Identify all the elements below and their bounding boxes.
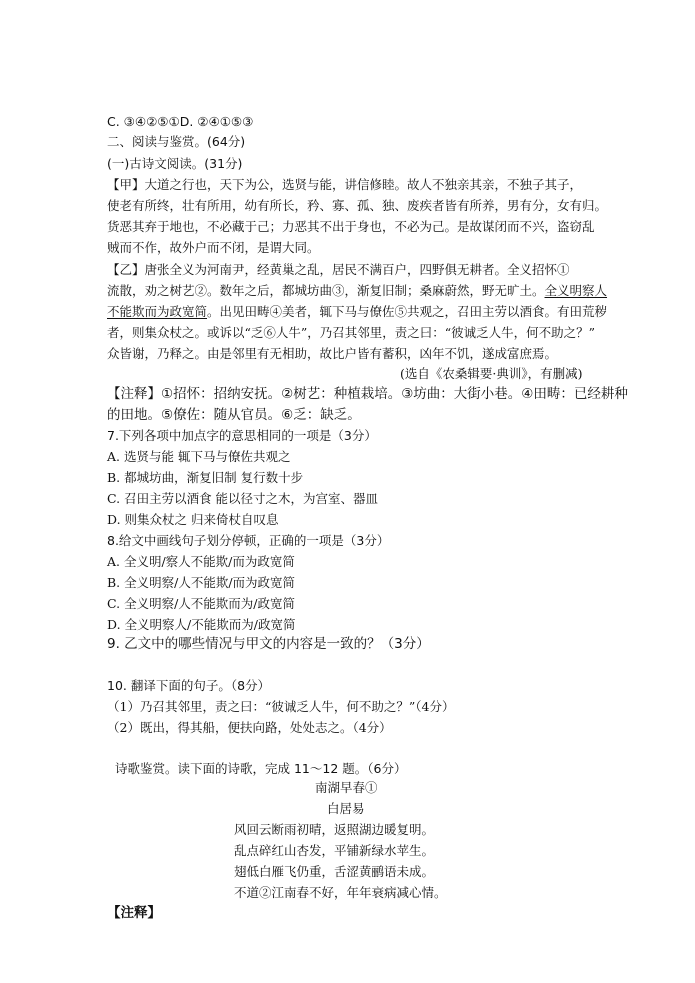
poem-line-4: 不道②江南春不好，年年衰病减心情。	[234, 885, 447, 900]
passage-jia-line-1: 【甲】大道之行也，天下为公，选贤与能，讲信修睦。故人不独亲其亲，不独子其子，	[107, 177, 583, 192]
source-citation: (选自《农桑辑要·典训》，有删减)	[400, 366, 583, 381]
q7-option-b: B. 都城坊曲，渐复旧制 复行数十步	[107, 470, 304, 485]
passage-yi-line-5: 众皆谢，乃释之。由是邻里有无相助，故比户皆有蓄积，凶年不饥，遂成富庶焉。	[107, 346, 558, 361]
q8-option-a: A. 全义明/察人不能欺/而为政宽简	[107, 554, 295, 569]
notes-label: 【注释】	[107, 905, 161, 921]
question-10: 10. 翻译下面的句子。（8分）	[107, 678, 271, 693]
passage-jia-line-2: 使老有所终，壮有所用，幼有所长，矜、寡、孤、独、废疾者皆有所养，男有分，女有归。	[107, 198, 608, 213]
passage-yi-text: 流散，劝之树艺②。数年之后，都城坊曲③，渐复旧制；桑麻蔚然，野无旷土。	[107, 283, 545, 298]
q8-option-b: B. 全义明察/人不能欺/而为政宽简	[107, 575, 296, 590]
q8-option-d: D. 全义明察人/不能欺而为/政宽简	[107, 617, 296, 632]
poem-author: 白居易	[327, 801, 365, 816]
part-title: (一)古诗文阅读。(31分)	[107, 156, 243, 171]
poem-intro: 诗歌鉴赏。读下面的诗歌，完成 11～12 题。（6分）	[115, 761, 407, 776]
passage-jia-line-4: 贼而不作，故外户而不闭，是谓大同。	[107, 240, 320, 255]
q10-sentence-2: （2）既出，得其船，便扶向路，处处志之。（4分）	[107, 720, 392, 735]
passage-yi-line-4: 者，则集众杖之。或诉以“乏⑥人牛”，乃召其邻里，责之曰：“彼诚乏人牛，何不助之？”	[107, 325, 596, 340]
passage-jia-line-3: 货恶其弃于地也，不必藏于己；力恶其不出于身也，不必为己。是故谋闭而不兴，盗窃乱	[107, 219, 595, 234]
question-9: 9. 乙文中的哪些情况与甲文的内容是一致的？（3分）	[107, 636, 430, 652]
question-8: 8.给文中画线句子划分停顿，正确的一项是（3分）	[107, 533, 390, 548]
options-line: C. ③④②⑤①D. ②④①⑤③	[107, 114, 254, 129]
poem-line-3: 翅低白雁飞仍重，舌涩黄鹂语未成。	[234, 864, 435, 879]
passage-yi-text: 。出见田畴④美者，辄下马与僚佐⑤共观之，召田主劳以酒食。有田荒秽	[207, 304, 608, 319]
notes-line-1: 【注释】①招怀：招纳安抚。②树艺：种植栽培。③坊曲：大街小巷。④田畴：已经耕种	[107, 386, 628, 402]
q10-sentence-1: （1）乃召其邻里，责之曰：“彼诚乏人牛，何不助之？”（4分）	[107, 699, 455, 714]
q7-option-d: D. 则集众杖之 归来倚杖自叹息	[107, 512, 279, 527]
underlined-sentence-part-2: 不能欺而为政宽简	[107, 304, 208, 319]
notes-line-2: 的田地。⑤僚佐：随从官员。⑥乏：缺乏。	[107, 407, 361, 423]
question-7: 7.下列各项中加点字的意思相同的一项是（3分）	[107, 428, 377, 443]
poem-title: 南湖早春①	[315, 780, 378, 795]
underlined-sentence-part-1: 全义明察人	[544, 283, 608, 298]
q8-option-c: C. 全义明察/人不能欺而为/政宽简	[107, 596, 295, 611]
passage-yi-line-3	[107, 303, 607, 321]
q7-option-a: A. 选贤与能 辄下马与僚佐共观之	[107, 449, 291, 464]
poem-line-1: 风回云断雨初晴，返照湖边暖复明。	[234, 822, 435, 837]
section-title: 二、阅读与鉴赏。(64分)	[107, 134, 246, 149]
passage-yi-line-2	[107, 282, 607, 300]
poem-line-2: 乱点碎红山杏发，平铺新绿水苹生。	[234, 843, 435, 858]
q7-option-c: C. 召田主劳以酒食 能以径寸之木，为宫室、器皿	[107, 491, 379, 506]
passage-yi-line-1: 【乙】唐张全义为河南尹，经黄巢之乱，居民不满百户，四野俱无耕者。全义招怀①	[107, 262, 570, 277]
